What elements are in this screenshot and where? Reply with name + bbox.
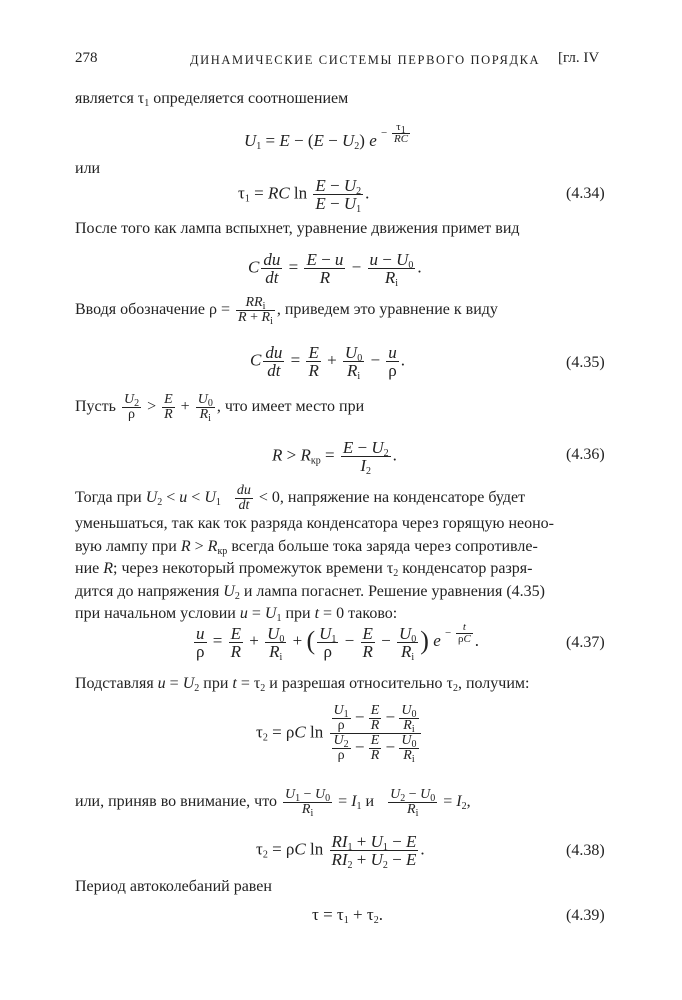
paragraph-substitute: Подставляя $u = U_2$ при $t = \tau_2$ и разрешая относительно $\tau_2$, получим: [75, 675, 530, 694]
equation-4-39: $\tau = \tau_1 + \tau_2$. [312, 905, 383, 926]
equation-tau2: $\tau_2 = \rho C$ ln $\frac{U_1}{\rho}$ − $\frac{E}{R}$ − $\frac{U_0}{R_i}$ $\frac{U_2}{\rho}$ − $\frac{E}{R}$ − $\frac{U_0}{R_i}$ [256, 704, 423, 763]
paragraph-after-flash: После того как лампа вспыхнет, уравнение движения примет вид [75, 220, 520, 237]
paragraph-then: Тогда при $U_2 < u < U_1$ $\frac{du}{dt}$ < 0, напряжение на конденсаторе будет уменьшаться, так как ток разряда конденсатора через горящую неоно- вую лампу при $R > R_{кр}$ всегда больше тока заряда через сопротивле- ние R; через некоторый промежуток времени $\tau_2$ конденсатор разря- дится до напряжения $U_2$ и лампа погаснет. Решение уравнения (4.35) при начальном условии $u = U_1$ при t = 0 таково: [75, 483, 554, 624]
paragraph-or-taking: или, приняв во внимание, что $\frac{U_1 - U_0}{R_i}$ = $I_1$ и $\frac{U_2 - U_0}{R_i}$ = $I_2$, [75, 787, 471, 819]
equation-number-4-35: (4.35) [566, 354, 605, 371]
equation-number-4-38: (4.38) [566, 842, 605, 859]
equation-number-4-39: (4.39) [566, 907, 605, 924]
chapter-label: [гл. IV [558, 50, 600, 66]
paragraph-let: Пусть $\frac{U_2}{\rho}$ > $\frac{E}{R}$ + $\frac{U_0}{R_i}$ , что имеет место при [75, 392, 365, 424]
intro-line: является $\tau_1$ определяется соотношением [75, 90, 349, 109]
equation-u1: $U_1 = E - (E - U_2) e$ − $\frac{\tau_1}{RC}$ [244, 121, 409, 153]
running-title: ДИНАМИЧЕСКИЕ СИСТЕМЫ ПЕРВОГО ПОРЯДКА [190, 53, 541, 67]
equation-number-4-36: (4.36) [566, 446, 605, 463]
paragraph-period: Период автоколебаний равен [75, 878, 272, 895]
page-number: 278 [75, 50, 98, 66]
paragraph-notation: Вводя обозначение ρ = $RR_i$ $R + R_i$ , приведем это уравнение к виду [75, 295, 498, 327]
equation-4-34: $\tau_1$ = RC ln $\frac{E - U_2}{E - U_1}$ . [238, 176, 370, 215]
equation-4-37: $\frac{u}{\rho}$ = $\frac{E}{R}$ + $\frac{U_0}{R_i}$ + ( $\frac{U_1}{\rho}$ − $\frac{E}{R}$ − $\frac{U_0}{R_i}$ ) e − $\frac{t}{\rho C}$ . [196, 621, 480, 663]
equation-motion: C $\frac{du}{dt}$ = $\frac{E - u}{R}$ − $\frac{u - U_0}{R_i}$ . [248, 250, 422, 289]
equation-number-4-34: (4.34) [566, 185, 605, 202]
equation-4-36: $R > R_{кр}$ = $\frac{E - U_2}{I_2}$ . [272, 438, 397, 477]
equation-number-4-37: (4.37) [566, 634, 605, 651]
equation-4-38: $\tau_2 = \rho C$ ln $\frac{RI_1 + U_1 - E}{RI_2 + U_2 - E}$ . [256, 832, 425, 871]
or-label-1: или [75, 160, 101, 177]
equation-4-35: C $\frac{du}{dt}$ = $\frac{E}{R}$ + $\frac{U_0}{R_i}$ − $\frac{u}{\rho}$ . [250, 343, 406, 382]
